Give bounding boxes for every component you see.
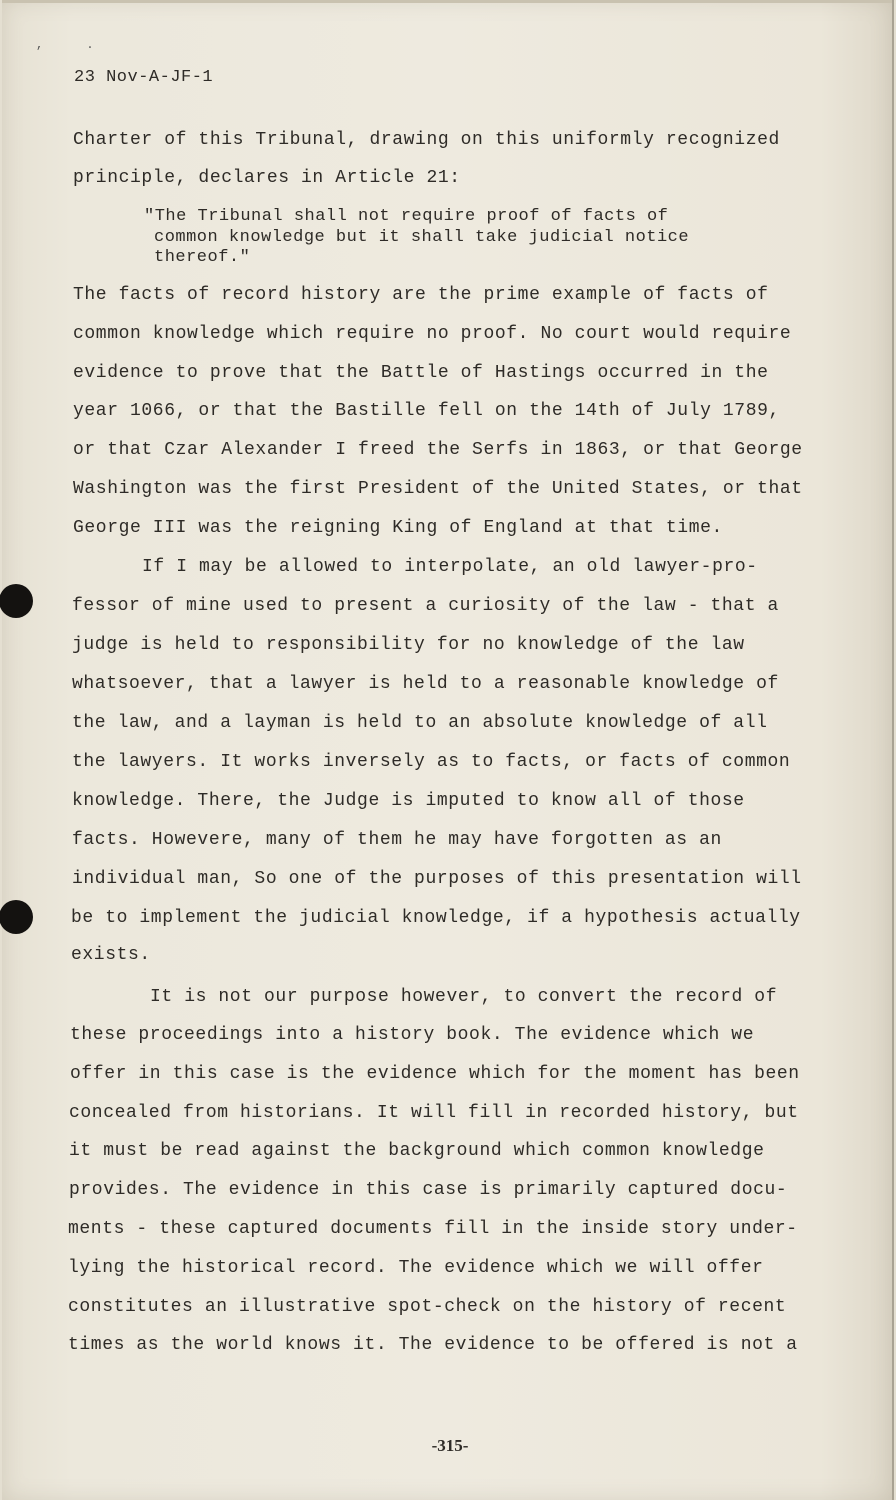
- body-line: be to implement the judicial knowledge, if a hypothesis actually: [71, 908, 801, 928]
- body-line: If I may be allowed to interpolate, an old lawyer-pro-: [142, 557, 758, 577]
- body-line: or that Czar Alexander I freed the Serfs in 1863, or that George: [73, 440, 803, 460]
- punch-hole-icon: [0, 900, 33, 934]
- quote-line: thereof.": [154, 248, 251, 267]
- body-line: principle, declares in Article 21:: [73, 168, 461, 188]
- body-line: these proceedings into a history book. The evidence which we: [70, 1025, 755, 1045]
- body-line: individual man, So one of the purposes of this presentation will: [72, 869, 802, 889]
- body-line: year 1066, or that the Bastille fell on the 14th of July 1789,: [73, 401, 780, 421]
- body-line: George III was the reigning King of England at that time.: [73, 518, 723, 538]
- body-line: lying the historical record. The evidence which we will offer: [68, 1258, 764, 1278]
- body-line: The facts of record history are the prime example of facts of: [73, 285, 769, 305]
- quote-line: common knowledge but it shall take judicial notice: [154, 228, 690, 247]
- body-line: judge is held to responsibility for no knowledge of the law: [72, 635, 745, 655]
- body-line: the lawyers. It works inversely as to facts, or facts of common: [72, 752, 791, 772]
- body-line: the law, and a layman is held to an absolute knowledge of all: [72, 713, 768, 733]
- body-line: Charter of this Tribunal, drawing on this uniformly recognized: [73, 130, 780, 150]
- body-line: whatsoever, that a lawyer is held to a reasonable knowledge of: [72, 674, 779, 694]
- quote-line: "The Tribunal shall not require proof of facts of: [144, 207, 669, 226]
- document-reference: 23 Nov-A-JF-1: [74, 68, 214, 87]
- punch-hole-icon: [0, 584, 33, 618]
- body-line: facts. Howevere, many of them he may have forgotten as an: [72, 830, 722, 850]
- body-line: common knowledge which require no proof. No court would require: [73, 324, 792, 344]
- body-line: offer in this case is the evidence which for the moment has been: [70, 1064, 800, 1084]
- page-number: -315-: [431, 1436, 469, 1455]
- body-line: fessor of mine used to present a curiosity of the law - that a: [72, 596, 779, 616]
- document-page: [2, 0, 894, 1500]
- stray-marks: , .: [36, 38, 112, 52]
- body-line: knowledge. There, the Judge is imputed to know all of those: [72, 791, 745, 811]
- body-line: ments - these captured documents fill in the inside story under-: [68, 1219, 798, 1239]
- body-line: Washington was the first President of the United States, or that: [73, 479, 803, 499]
- body-line: provides. The evidence in this case is primarily captured docu-: [69, 1180, 788, 1200]
- body-line: times as the world knows it. The evidence to be offered is not a: [68, 1335, 798, 1355]
- body-line: constitutes an illustrative spot-check on the history of recent: [68, 1297, 787, 1317]
- body-line: it must be read against the background which common knowledge: [69, 1141, 765, 1161]
- page-top-edge: [2, 0, 892, 3]
- body-line: exists.: [71, 945, 151, 965]
- body-line: evidence to prove that the Battle of Hastings occurred in the: [73, 363, 769, 383]
- body-line: concealed from historians. It will fill in recorded history, but: [69, 1103, 799, 1123]
- body-line: It is not our purpose however, to convert the record of: [150, 987, 778, 1007]
